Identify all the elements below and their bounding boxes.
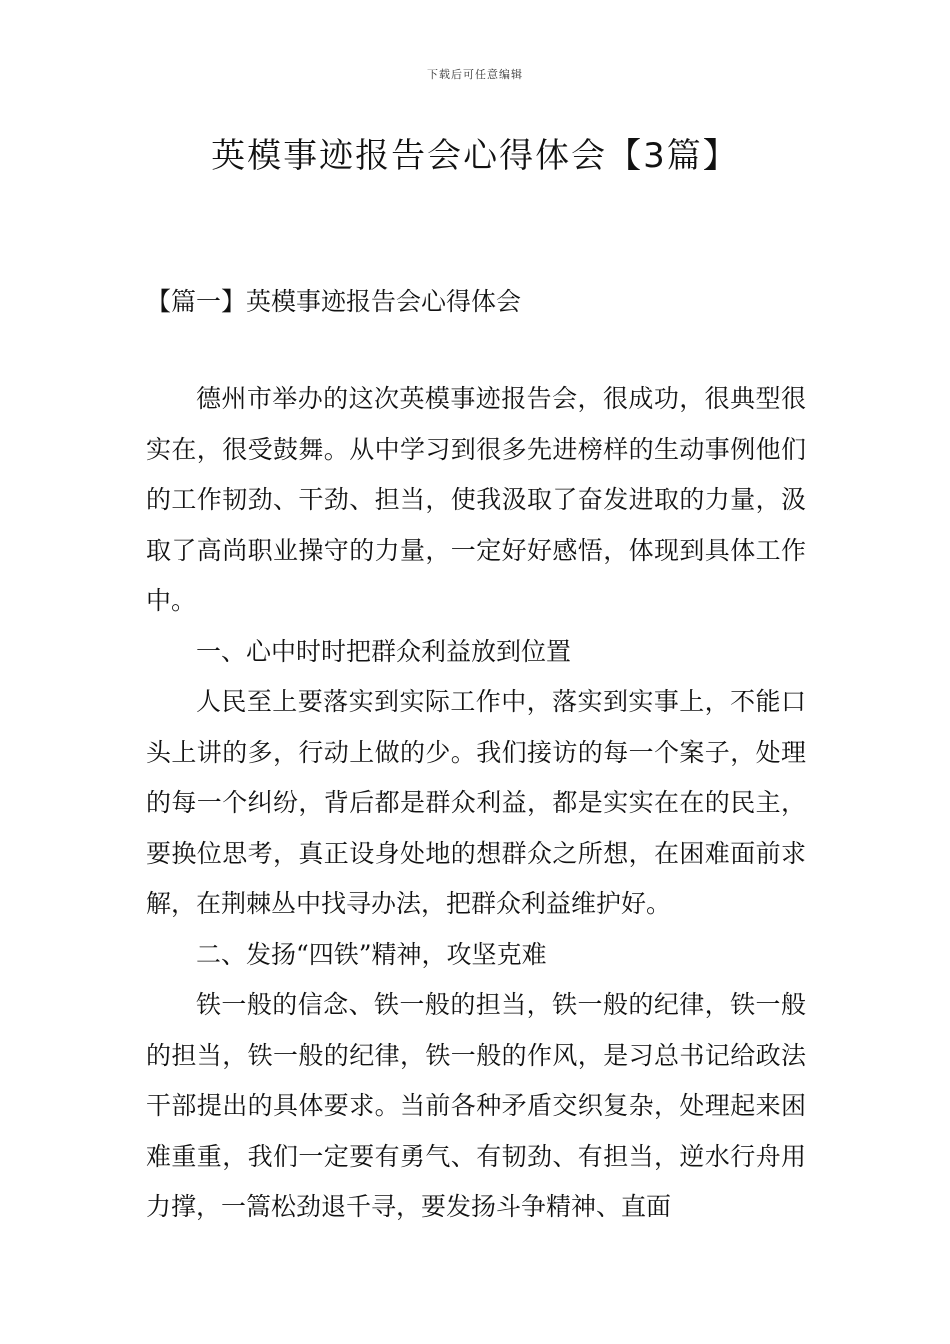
document-title: 英模事迹报告会心得体会【3篇】 — [211, 136, 739, 176]
paragraph: 铁一般的信念、铁一般的担当，铁一般的纪律，铁一般的担当，铁一般的纪律，铁一般的作风，是习总书记给政法干部提出的具体要求。当前各种矛盾交织复杂，处理起来困难重重，我们一定要有勇气、有韧劲、有担当，逆水行舟用力撑，一篙松劲退千寻，要发扬斗争精神、直面 — [146, 990, 806, 1221]
document-body — [146, 374, 806, 1233]
paragraph: 德州市举办的这次英模事迹报告会，很成功，很典型很实在，很受鼓舞。从中学习到很多先进榜样的生动事例他们的工作韧劲、干劲、担当，使我汲取了奋发进取的力量，汲取了高尚职业操守的力量，一定好好感悟，体现到具体工作中。 — [146, 384, 806, 615]
paragraph: 人民至上要落实到实际工作中，落实到实事上，不能口头上讲的多，行动上做的少。我们接访的每一个案子，处理的每一个纠纷，背后都是群众利益，都是实实在在的民主，要换位思考，真正设身处地的想群众之所想，在困难面前求解，在荆棘丛中找寻办法，把群众利益维护好。 — [146, 687, 806, 918]
subheading: 一、心中时时把群众利益放到位置 — [196, 636, 572, 666]
subheading: 二、发扬“四铁”精神，攻坚克难 — [196, 939, 547, 969]
section-heading: 【篇一】英模事迹报告会心得体会 — [146, 287, 522, 316]
header-note: 下载后可任意编辑 — [427, 68, 523, 81]
